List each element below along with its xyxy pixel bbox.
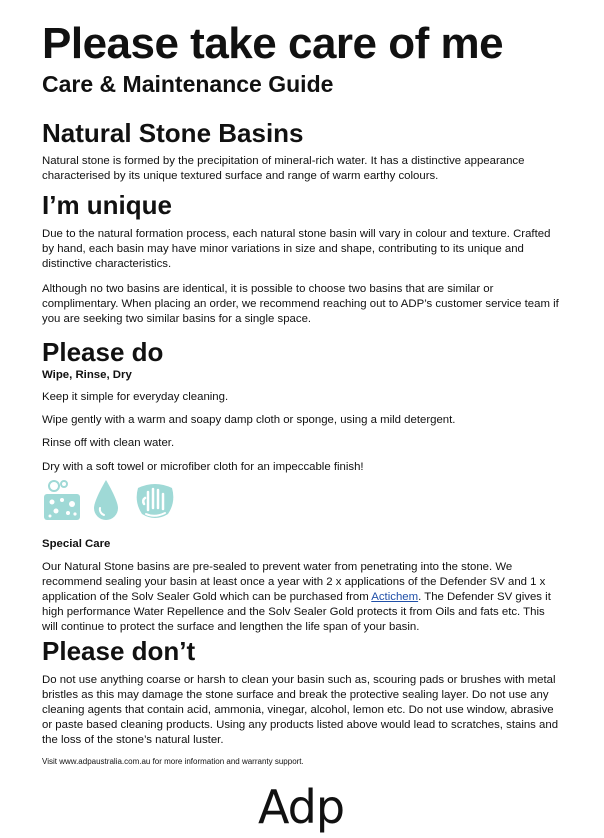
unique-heading: I’m unique (42, 190, 172, 220)
unique-paragraph-2: Although no two basins are identical, it is possible to choose two basins that are similar or complimentary. When placing an order, we recommend reaching out to ADP’s customer service team if you are seeking two similar basins for a single space. (42, 283, 559, 325)
unique-paragraph-1: Due to the natural formation process, each natural stone basin will vary in colour and texture. Crafted by hand, each basin may have minor variations in size and shape, contributing to its unique and distinctive characteristics. (42, 228, 551, 270)
please-do-item: Dry with a soft towel or microfiber cloth for an impeccable finish! (42, 461, 364, 473)
special-care-text-part: Our Natural Stone basins are pre-sealed to prevent water from penetrating into the stone. We recommend sealing your basin at least once a year with 2 x applications of the Defender SV and 1 x application of the Solv Sealer Gold which can be purchased from (42, 561, 546, 603)
actichem-link[interactable]: Actichem (371, 591, 419, 603)
water-drop-icon (92, 478, 120, 522)
page-title: Please take care of me (42, 19, 504, 68)
footer-note: Visit www.adpaustralia.com.au for more information and warranty support. (42, 757, 304, 766)
care-icons (42, 478, 182, 524)
please-dont-heading: Please don’t (42, 636, 196, 666)
sponge-icon (42, 478, 82, 522)
adp-logo: Adp (258, 780, 345, 834)
natural-stone-text: Natural stone is formed by the precipitation of mineral-rich water. It has a distinctive appearance characterised by its unique textured surface and range of warm earthy colours. (42, 155, 525, 182)
natural-stone-heading: Natural Stone Basins (42, 118, 304, 148)
hand-towel-icon (132, 478, 178, 522)
please-do-item: Rinse off with clean water. (42, 437, 175, 449)
special-care-heading: Special Care (42, 538, 111, 550)
please-do-item: Wipe gently with a warm and soapy damp cloth or sponge, using a mild detergent. (42, 414, 456, 426)
please-do-item: Keep it simple for everyday cleaning. (42, 391, 229, 403)
page-subtitle: Care & Maintenance Guide (42, 71, 334, 97)
please-do-heading: Please do (42, 337, 164, 367)
please-do-subheading: Wipe, Rinse, Dry (42, 369, 132, 381)
special-care-text-part: . The Defender SV gives it high performance Water Repellence and the Solv Sealer Gold protects it from Oils and fats etc. This will continue to protect the surface and lengthen the life span of your basin. (42, 591, 551, 633)
special-care-text (42, 560, 562, 635)
please-dont-text: Do not use anything coarse or harsh to clean your basin such as, scouring pads or brushes with metal bristles as this may damage the stone surface and break the protective sealing layer. Do not use any cleaning agents that contain acid, ammonia, vinegar, alcohol, lemon etc. Do not use window, abrasive or paste based cleaning products. Using any products listed above would lead to scratches, stains and the loss of the stone’s natural luster. (42, 674, 559, 746)
